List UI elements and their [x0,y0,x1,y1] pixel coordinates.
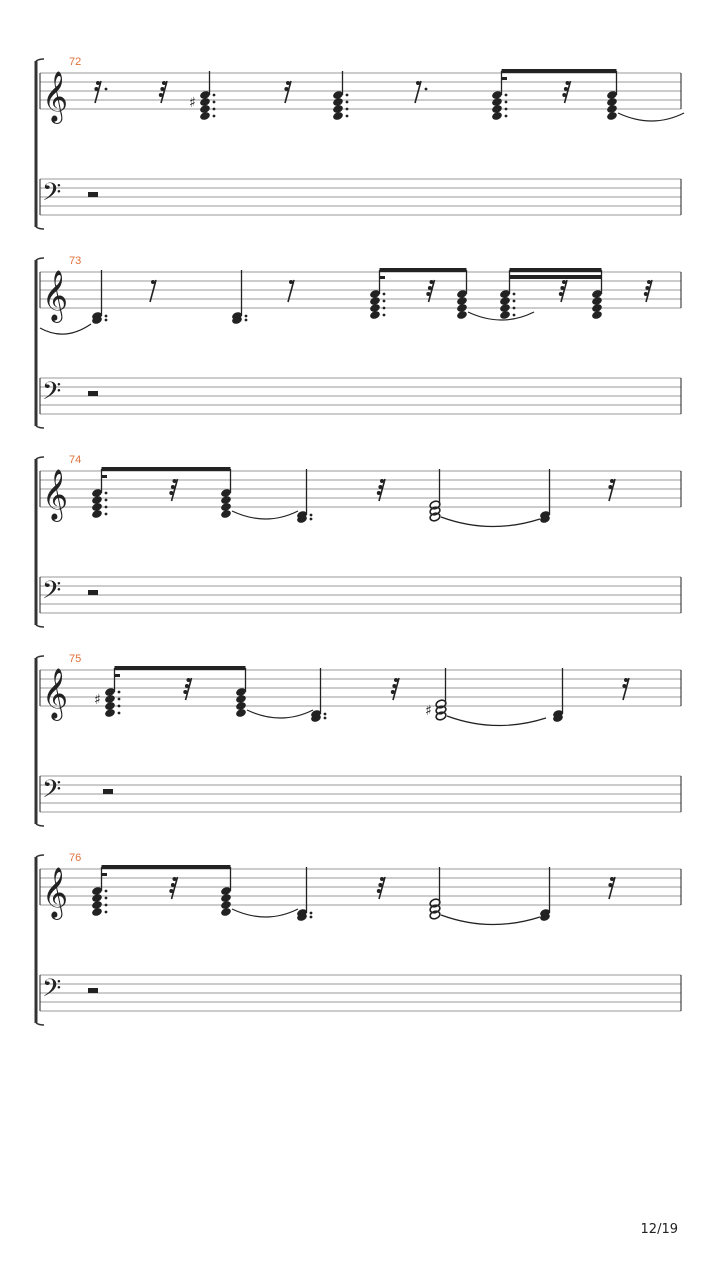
treble-staff [40,469,681,527]
treble-staff [40,668,681,726]
rest-flag [377,889,381,893]
notehead [491,111,503,121]
rest-flag [169,491,173,495]
rest-flag [644,292,648,296]
treble-staff [40,71,684,124]
notehead [456,310,468,320]
half-rest [103,789,113,794]
augmentation-dot [346,101,349,104]
rest-flag [562,280,566,284]
measure-number: 76 [69,852,82,864]
partial-beam [501,77,507,80]
augmentation-dot [105,897,108,900]
rest-flag [608,485,612,489]
augmentation-dot [213,94,216,97]
augmentation-dot [310,912,313,915]
half-rest [88,590,98,595]
rest-flag [286,81,290,85]
augmentation-dot [324,713,327,716]
rest-flag [185,684,189,688]
chord [91,469,298,519]
augmentation-dot [105,315,108,318]
tie [40,324,91,334]
treble-clef-icon: 𝄞 [42,270,69,321]
bass-staff [40,775,681,812]
rest-flag [622,684,626,688]
notehead [220,509,232,519]
partial-beam [101,475,107,478]
chord [310,668,326,723]
rest-flag [380,877,384,881]
system-76 [36,852,681,1025]
partial-beam [114,674,120,677]
chord [296,469,312,524]
chord [539,867,551,922]
chord [296,867,312,922]
treble-clef-icon: 𝄞 [42,71,69,122]
augmentation-dot [505,108,508,111]
augmentation-dot [513,314,516,317]
chord [94,668,313,718]
rest-flag [171,485,175,489]
rest-flag [96,81,100,85]
rest-flag [608,883,612,887]
measure-number: 73 [69,255,82,267]
notehead [332,111,344,121]
system-74 [36,454,681,627]
notehead [104,708,116,718]
measure-number: 74 [69,454,82,466]
augmentation-dot [105,492,108,495]
treble-staff [40,867,681,925]
chord [552,668,564,723]
tie [232,511,298,519]
rest-flag [624,678,628,682]
augmentation-dot [213,115,216,118]
augmentation-dot [105,911,108,914]
bass-clef-icon: 𝄢 [42,178,62,213]
system-75 [36,653,681,826]
notehead [591,310,603,320]
augmentation-dot [105,513,108,516]
augmentation-dot [118,705,121,708]
rest-flag [426,292,430,296]
rest-flag [560,286,564,290]
rest-flag [564,87,568,91]
rest-flag [416,81,420,85]
notehead [235,708,247,718]
augmentation-dot [513,300,516,303]
rest-flag [430,280,434,284]
page-number: 12/19 [640,1222,678,1237]
bass-staff [40,974,681,1011]
rest-flag [284,87,288,91]
rest-flag [610,479,614,483]
rest-flag [151,280,155,284]
augmentation-dot [505,101,508,104]
rest-dot [105,88,108,91]
treble-clef-icon: 𝄞 [42,668,69,719]
sharp-icon: ♯ [189,95,196,111]
augmentation-dot [310,518,313,521]
chord [332,71,348,121]
rest-dot [425,88,428,91]
system-73 [36,255,681,428]
augmentation-dot [383,314,386,317]
measure-number: 72 [69,56,82,68]
augmentation-dot [505,115,508,118]
rest-flag [159,93,163,97]
augmentation-dot [245,315,248,318]
augmentation-dot [324,717,327,720]
notehead [91,509,103,519]
augmentation-dot [245,319,248,322]
augmentation-dot [105,890,108,893]
chord [231,270,247,325]
rest-flag [173,877,177,881]
notehead [499,310,511,320]
tie [618,113,684,121]
tie [247,710,313,718]
rest-flag [171,883,175,887]
bass-clef-icon: 𝄢 [42,775,62,810]
partial-beam [101,873,107,876]
rest-flag [391,690,395,694]
bass-clef-icon: 𝄢 [42,974,62,1009]
treble-staff [40,270,681,334]
notehead [91,907,103,917]
notehead [220,907,232,917]
augmentation-dot [118,691,121,694]
augmentation-dot [346,108,349,111]
rest-flag [380,479,384,483]
augmentation-dot [346,94,349,97]
rest-flag [162,81,166,85]
rest-flag [566,81,570,85]
rest-flag [394,678,398,682]
augmentation-dot [513,293,516,296]
chord [491,71,684,121]
augmentation-dot [118,698,121,701]
measure-number: 75 [69,653,82,665]
treble-clef-icon: 𝄞 [42,469,69,520]
bass-staff [40,377,681,414]
treble-clef-icon: 𝄞 [42,867,69,918]
rest-flag [187,678,191,682]
augmentation-dot [383,300,386,303]
sharp-icon: ♯ [94,692,101,708]
augmentation-dot [310,916,313,919]
bass-clef-icon: 𝄢 [42,377,62,412]
half-rest [88,988,98,993]
augmentation-dot [513,307,516,310]
chord [539,469,551,524]
partial-beam [379,276,385,279]
augmentation-dot [118,712,121,715]
rest-flag [610,877,614,881]
rest-flag [378,883,382,887]
rest-flag [559,292,563,296]
rest-flag [94,87,98,91]
chord [499,270,603,320]
half-rest [88,192,98,197]
notehead [369,310,381,320]
chord [91,867,298,917]
rest-flag [160,87,164,91]
bass-staff [40,178,681,215]
augmentation-dot [213,108,216,111]
rest-flag [183,690,187,694]
rest-flag [645,286,649,290]
augmentation-dot [105,319,108,322]
system-72 [36,56,684,229]
bass-clef-icon: 𝄢 [42,576,62,611]
rest-flag [377,491,381,495]
augmentation-dot [105,506,108,509]
rest-flag [169,889,173,893]
tie [447,716,546,726]
augmentation-dot [383,307,386,310]
tie [441,915,540,925]
rest-flag [173,479,177,483]
rest-flag [428,286,432,290]
augmentation-dot [105,904,108,907]
notehead [199,111,211,121]
half-rest [88,391,98,396]
augmentation-dot [213,101,216,104]
tie [441,517,540,527]
tie [232,909,298,917]
notehead [606,111,618,121]
augmentation-dot [383,293,386,296]
augmentation-dot [310,514,313,517]
sharp-icon: ♯ [425,703,432,719]
chord [189,71,215,121]
rest-flag [378,485,382,489]
rest-flag [289,280,293,284]
bass-staff [40,576,681,613]
augmentation-dot [505,94,508,97]
rest-flag [647,280,651,284]
rest-flag [562,93,566,97]
rest-flag [392,684,396,688]
augmentation-dot [346,115,349,118]
augmentation-dot [105,499,108,502]
